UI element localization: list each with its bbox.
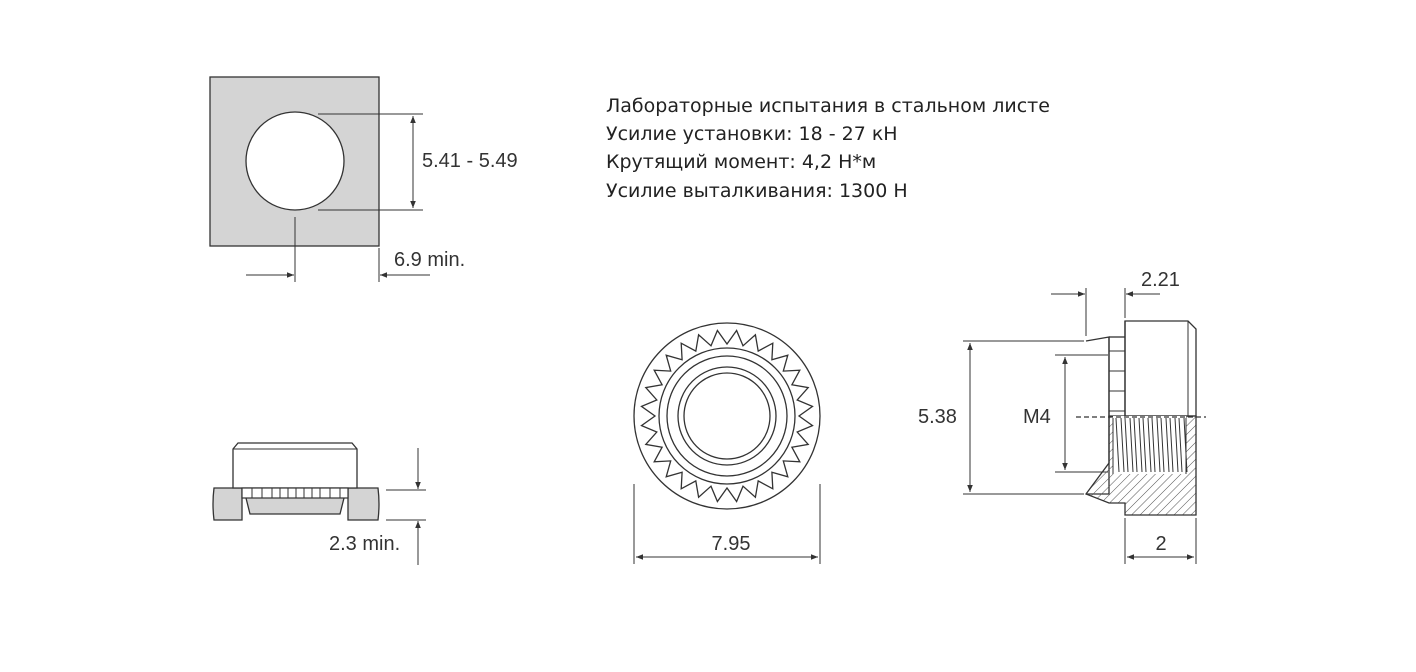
edge-distance-label: 6.9 min.: [394, 249, 466, 271]
spec-pushout-force: Усилие выталкивания: 1300 Н: [606, 180, 908, 202]
sheet-section-left: [213, 488, 242, 520]
body-height-label: 5.38: [918, 406, 957, 428]
spec-installation-force: Усилие установки: 18 - 27 кН: [606, 123, 898, 145]
outer-circle: [634, 323, 820, 509]
knurl-band: [242, 488, 348, 498]
head-length-label: 2: [1155, 533, 1167, 555]
nut-head: [233, 443, 357, 488]
mounting-hole: [246, 112, 344, 210]
hole-diameter-label: 5.41 - 5.49: [422, 150, 518, 172]
thread-major-circle: [678, 367, 776, 465]
shank-length-label: 2.21: [1141, 269, 1180, 291]
nut-body-upper: [1125, 321, 1196, 416]
spec-torque: Крутящий момент: 4,2 Н*м: [606, 151, 877, 173]
head-circle: [659, 348, 795, 484]
sheet-hole-view: [210, 77, 518, 282]
installed-nut-view: [213, 443, 426, 565]
test-specifications: [606, 95, 1050, 202]
chamfer-circle: [667, 356, 787, 476]
thread-minor-circle: [684, 373, 770, 459]
outer-diameter-label: 7.95: [711, 533, 751, 555]
thread-size-label: M4: [1023, 406, 1051, 428]
sheet-thickness-label: 2.3 min.: [329, 533, 401, 555]
spec-title: Лабораторные испытания в стальном листе: [606, 95, 1050, 117]
sheet-section-right: [348, 488, 379, 520]
nut-section-view: [918, 269, 1206, 564]
nut-top-view: [634, 323, 820, 564]
